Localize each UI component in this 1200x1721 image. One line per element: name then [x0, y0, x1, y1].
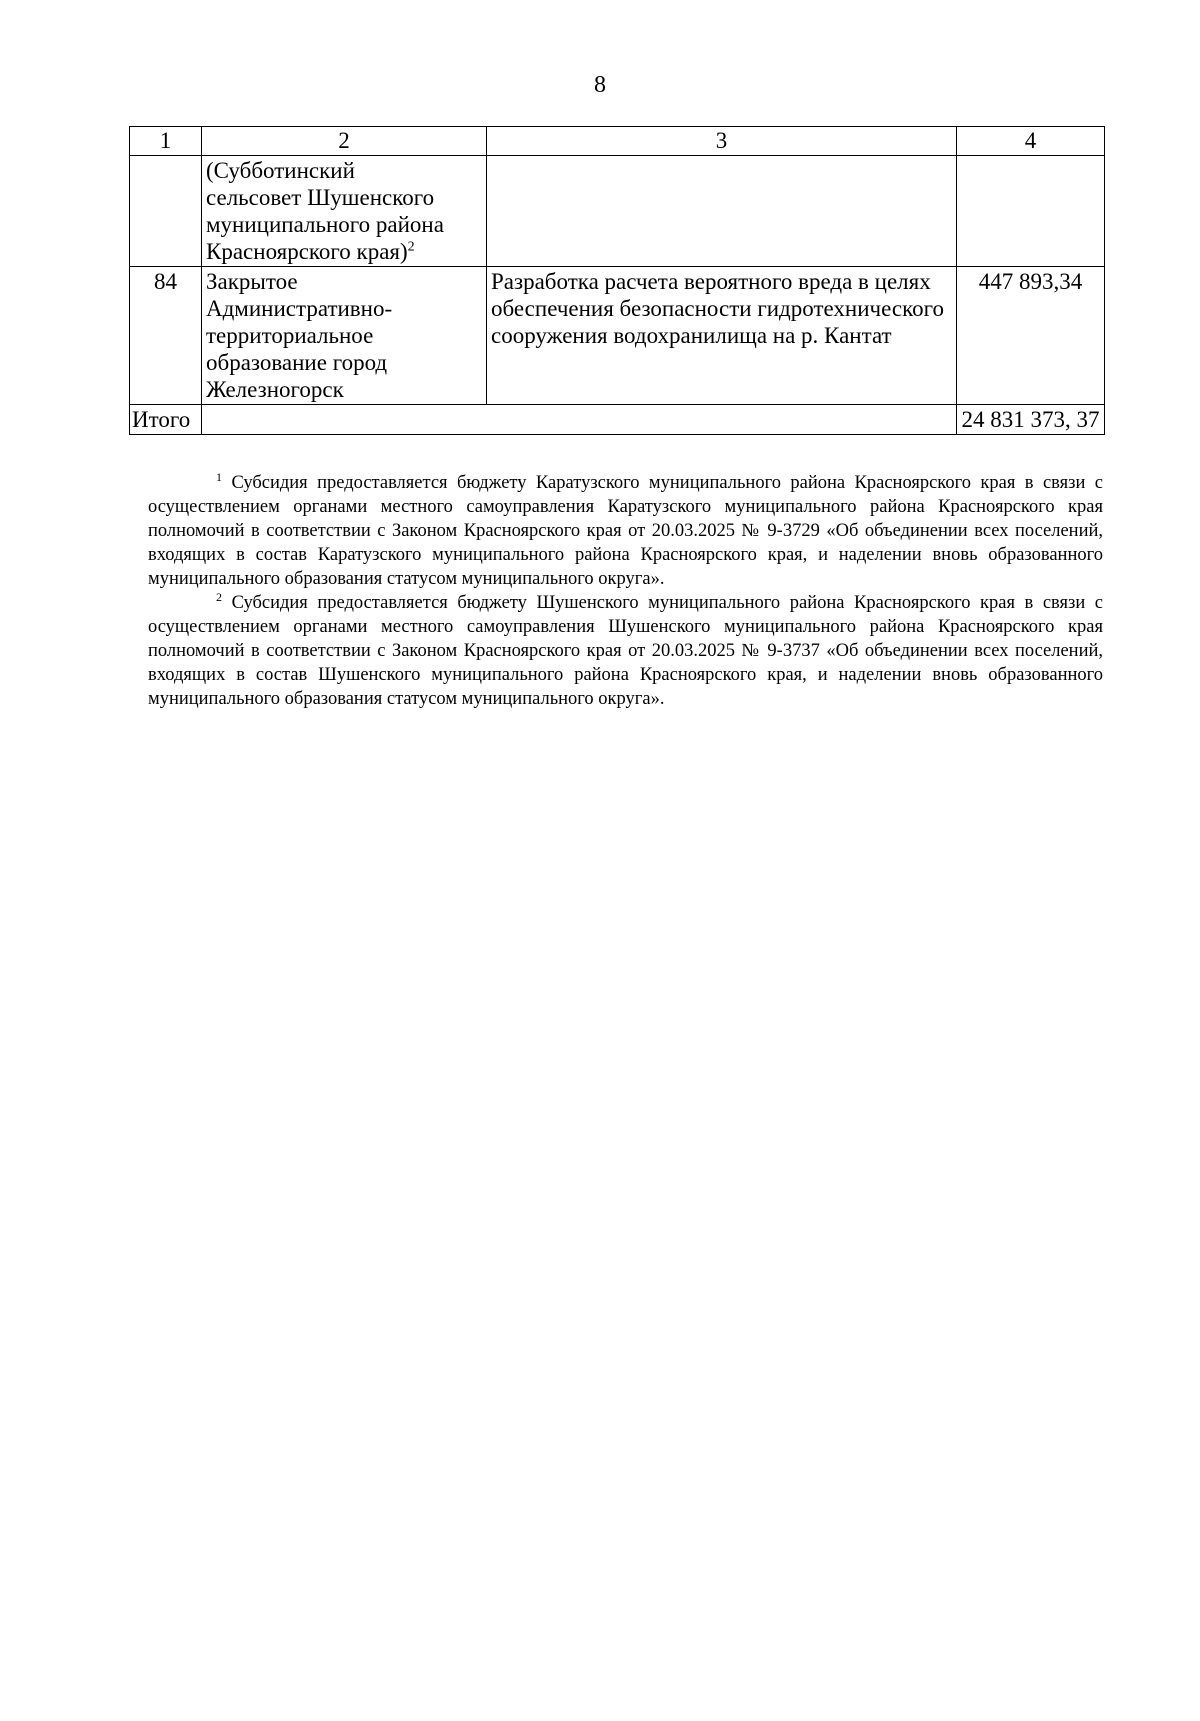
footnote-number: 2	[216, 589, 222, 604]
table-row	[130, 156, 1105, 267]
amount-cell: 447 893,34	[957, 267, 1105, 405]
footnote-marker: 2	[407, 239, 415, 255]
page-number: 8	[594, 72, 606, 98]
total-label: Итого	[130, 405, 202, 435]
footnote-number: 1	[216, 469, 222, 484]
amount-cell	[957, 156, 1105, 267]
municipality-cell	[202, 267, 487, 405]
footnote-text: Субсидия предоставляется бюджету Шушенского муниципального района Красноярского края в связи с осуществлением органами местного самоуправления Шушенского муниципального района Красноярского края полномочий в соответствии с Законом Красноярского края от 20.03.2025 № 9-3737 «Об объединении всех поселений, входящих в состав Шушенского муниципального района Красноярского края, и наделении вновь образованного муниципального образования статусом муниципального округа».	[148, 593, 1104, 709]
table-header-row	[130, 127, 1105, 156]
column-header: 1	[130, 127, 202, 156]
row-number	[130, 156, 202, 267]
total-empty-cell	[202, 405, 957, 435]
footnote-text: Субсидия предоставляется бюджету Каратузского муниципального района Красноярского края в связи с осуществлением органами местного самоуправления Каратузского муниципального района Красноярского края полномочий в соответствии с Законом Красноярского края от 20.03.2025 № 9-3729 «Об объединении всех поселений, входящих в состав Каратузского муниципального района Красноярского края, и наделении вновь образованного муниципального образования статусом муниципального округа».	[148, 473, 1104, 589]
table-row	[130, 267, 1105, 405]
municipality-name: (Субботинский сельсовет Шушенского муниципального района Красноярского края)	[206, 158, 444, 264]
column-header: 3	[487, 127, 957, 156]
column-header: 4	[957, 127, 1105, 156]
purpose-cell	[487, 156, 957, 267]
subsidy-table	[129, 126, 1105, 435]
purpose-cell: Разработка расчета вероятного вреда в целях обеспечения безопасности гидротехнического сооружения водохранилища на р. Кантат	[487, 267, 957, 405]
column-header: 2	[202, 127, 487, 156]
total-amount: 24 831 373, 37	[957, 405, 1105, 435]
municipality-cell	[202, 156, 487, 267]
row-number: 84	[130, 267, 202, 405]
municipality-name: Закрытое Административно-территориальное образование город Железногорск	[206, 269, 393, 402]
footnote	[148, 591, 1103, 711]
total-row	[130, 405, 1105, 435]
footnotes	[148, 471, 1103, 711]
footnote	[148, 471, 1103, 591]
